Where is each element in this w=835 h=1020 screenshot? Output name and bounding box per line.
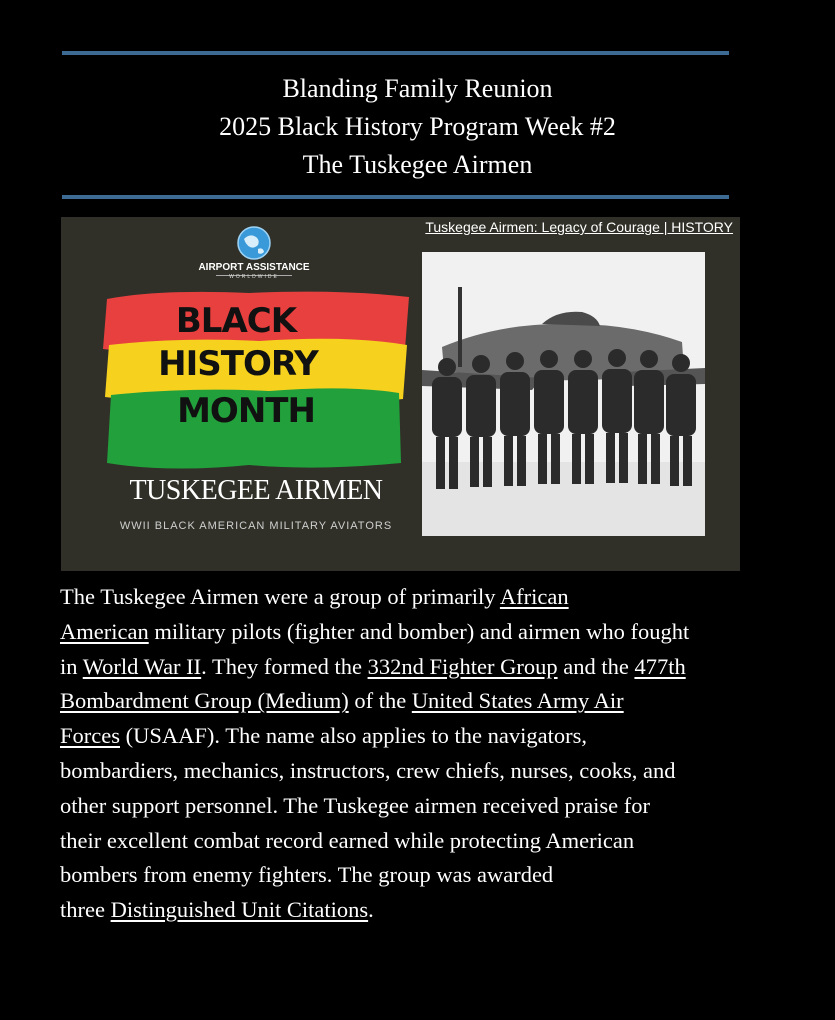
link-usaaf-cont[interactable]: Forces	[60, 723, 120, 749]
link-477th-bombardment-group[interactable]: 477th	[634, 653, 686, 679]
paragraph-line	[60, 684, 800, 719]
logo-subtitle: WORLDWIDE	[229, 274, 279, 280]
logo-name: AIRPORT ASSISTANCE	[198, 262, 310, 273]
text-run: military pilots (fighter and bomber) and airmen who fought	[148, 618, 690, 644]
paragraph-line	[60, 650, 800, 685]
paragraph-line: other support personnel. The Tuskegee airmen received praise for	[60, 792, 651, 818]
paragraph-line: bombers from enemy fighters. The group was awarded	[60, 862, 554, 888]
text-run: .	[368, 897, 374, 923]
article-paragraph	[60, 580, 800, 928]
paragraph-line	[60, 719, 800, 754]
bottom-divider	[62, 195, 729, 199]
paragraph-line	[60, 893, 800, 928]
top-divider	[62, 51, 729, 55]
globe-icon	[236, 225, 272, 261]
link-african-american[interactable]: African	[499, 584, 569, 609]
header-line-reunion: Blanding Family Reunion	[282, 74, 553, 103]
banner-image[interactable]	[61, 217, 740, 571]
page-header	[0, 70, 835, 184]
link-african-american-cont[interactable]: American	[60, 618, 149, 644]
paragraph-line	[60, 615, 800, 650]
link-477th-bombardment-group-cont[interactable]: Bombardment Group (Medium)	[60, 688, 349, 714]
text-run: The Tuskegee Airmen were a group of primarily	[60, 584, 500, 609]
link-world-war-ii[interactable]: World War II	[82, 653, 202, 679]
header-line-topic: The Tuskegee Airmen	[302, 150, 533, 179]
header-line-program: 2025 Black History Program Week #2	[219, 112, 616, 141]
paragraph-line: their excellent combat record earned while protecting American	[60, 827, 635, 853]
airmen-photo-illustration	[422, 252, 705, 536]
banner-title: TUSKEGEE AIRMEN	[129, 475, 383, 506]
paragraph-line	[60, 580, 800, 615]
text-run: three	[60, 897, 111, 923]
bhm-word-history: HISTORY	[158, 344, 318, 384]
text-run: in	[60, 653, 83, 679]
link-usaaf[interactable]: United States Army Air	[411, 688, 624, 714]
text-run: (USAAF). The name also applies to the navigators,	[120, 723, 587, 749]
text-run: . They formed the	[201, 653, 368, 679]
link-distinguished-unit-citations[interactable]: Distinguished Unit Citations	[110, 897, 369, 923]
bhm-word-black: BLACK	[175, 301, 297, 341]
text-run: and the	[557, 653, 635, 679]
paragraph-line: bombardiers, mechanics, instructors, crew chiefs, nurses, cooks, and	[60, 757, 676, 783]
video-title-link[interactable]: Tuskegee Airmen: Legacy of Courage | HISTORY	[425, 219, 733, 235]
link-332nd-fighter-group[interactable]: 332nd Fighter Group	[367, 653, 558, 679]
text-run: of the	[348, 688, 412, 714]
banner-subtitle: WWII BLACK AMERICAN MILITARY AVIATORS	[119, 520, 393, 532]
airmen-group-photo	[422, 252, 705, 536]
bhm-word-month: MONTH	[177, 391, 315, 431]
